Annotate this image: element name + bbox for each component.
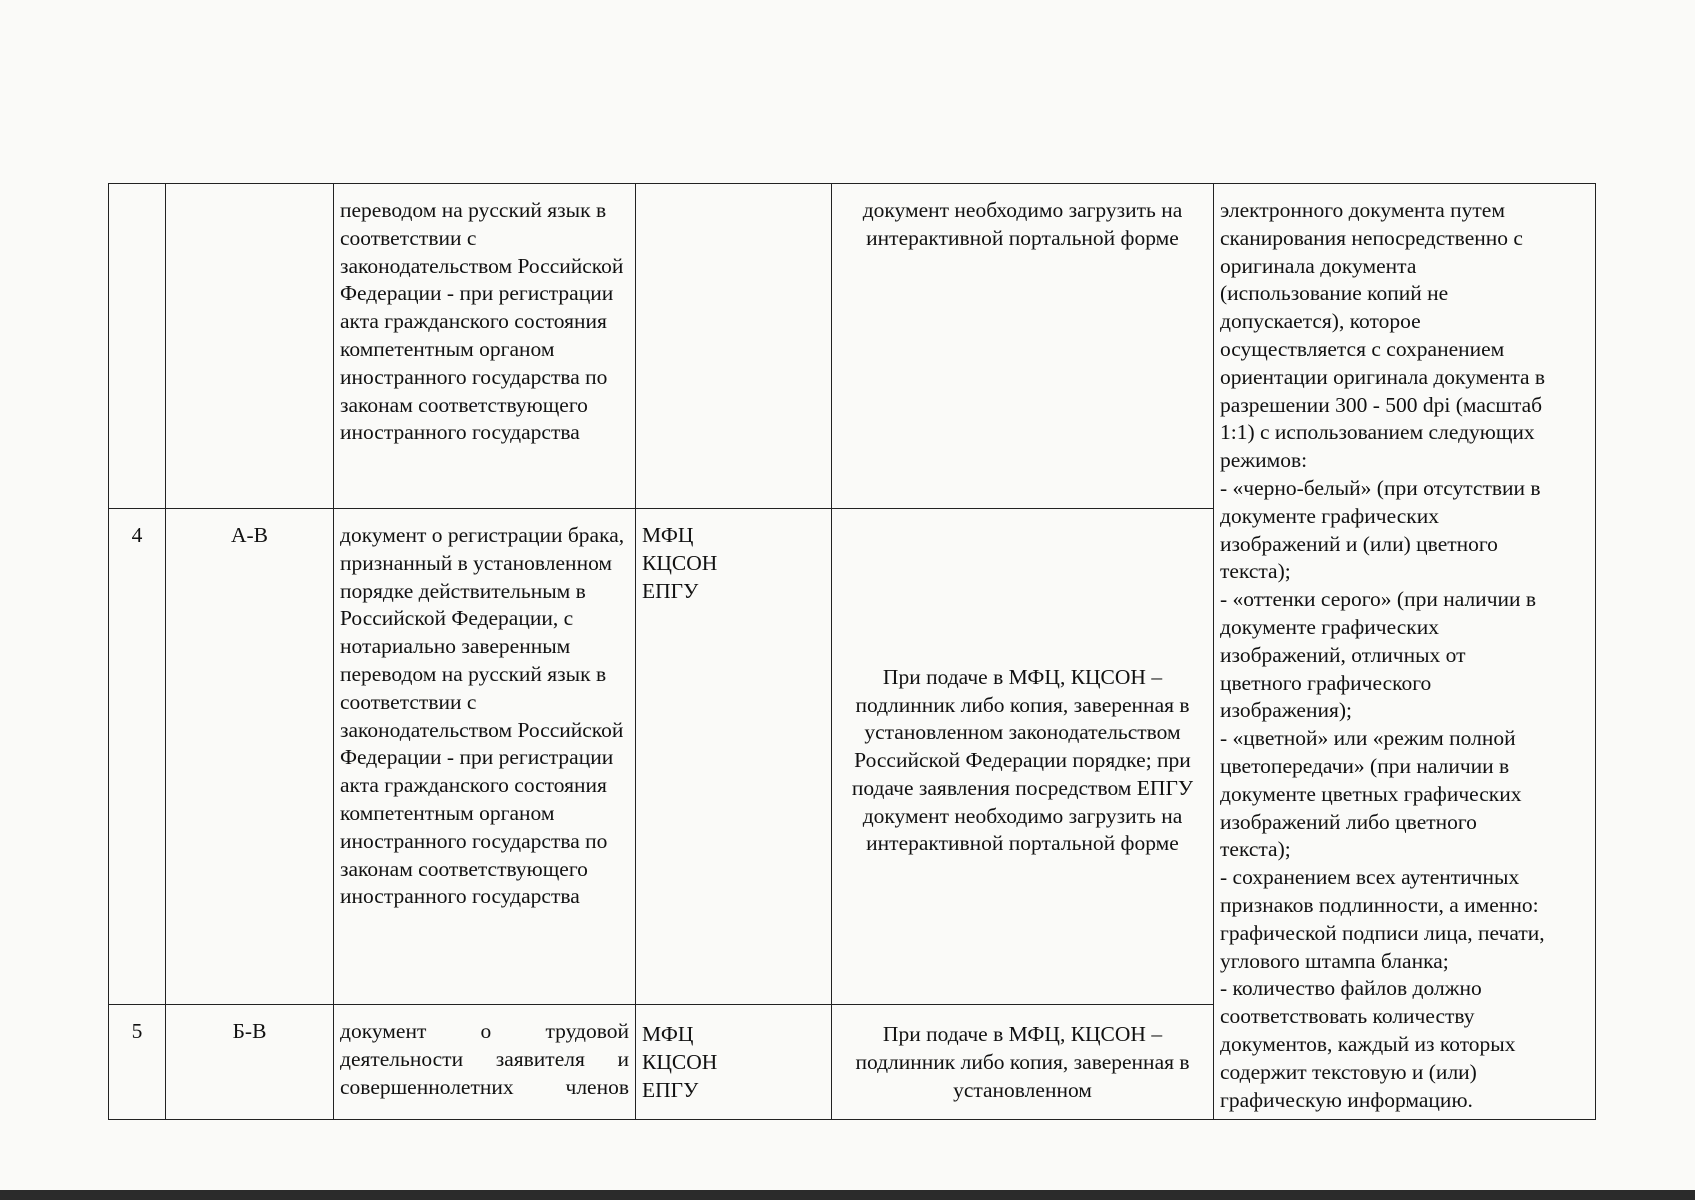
row-number-cell: 5: [109, 1005, 166, 1120]
requirements-line: оригинала документа: [1220, 253, 1417, 278]
requirements-line: электронного документа путем: [1220, 198, 1505, 222]
place-kcson: КЦСОН: [642, 1049, 718, 1074]
requirements-line: режимов:: [1220, 448, 1308, 473]
place-epgu: ЕПГУ: [642, 1077, 699, 1102]
document-table: [108, 183, 1596, 1120]
document-description-cell: документ о регистрации брака, признанный в установленном порядке действительным в Российской Федерации, с нотариально заверенным переводом на русский язык в соответствии с законодательством Российской Федерации - при регистрации акта гражданского состояния компетентным органом иностранного государства по законам соответствующего иностранного государства: [334, 509, 636, 1005]
requirements-line: текста);: [1220, 837, 1291, 862]
requirements-line: - «оттенки серого» (при наличии в: [1220, 587, 1537, 612]
submission-method-cell: документ необходимо загрузить на интерактивной портальной форме: [832, 184, 1214, 509]
requirements-line: изображения);: [1220, 698, 1353, 723]
document-description-cell: переводом на русский язык в соответствии с законодательством Российской Федерации - при регистрации акта гражданского состояния компетентным органом иностранного государства по законам соответствующего иностранного государства: [334, 184, 636, 509]
category-cell: Б-В: [166, 1005, 334, 1120]
requirements-line: документе графических: [1220, 503, 1439, 528]
requirements-line: признаков подлинности, а именно:: [1220, 892, 1539, 917]
place-mfc: МФЦ: [642, 523, 694, 547]
requirements-line: ориентации оригинала документа в: [1220, 364, 1546, 389]
description-line: совершеннолетних членов: [340, 1074, 629, 1099]
requirements-line: содержит текстовую и (или): [1220, 1059, 1477, 1084]
table-row: [109, 184, 1596, 509]
requirements-line: изображений либо цветного: [1220, 809, 1477, 834]
submission-place-cell: [636, 184, 832, 509]
scanner-edge: [0, 1190, 1695, 1200]
requirements-line: документе цветных графических: [1220, 781, 1522, 806]
requirements-line: осуществляется с сохранением: [1220, 336, 1505, 361]
requirements-line: углового штампа бланка;: [1220, 948, 1449, 973]
requirements-line: изображений и (или) цветного: [1220, 531, 1498, 556]
requirements-line: документов, каждый из которых: [1220, 1031, 1516, 1056]
requirements-line: соответствовать количеству: [1220, 1004, 1475, 1029]
requirements-line: графической подписи лица, печати,: [1220, 920, 1545, 945]
requirements-line: цветопередачи» (при наличии в: [1220, 753, 1510, 778]
category-cell: [166, 184, 334, 509]
place-epgu: ЕПГУ: [642, 578, 699, 603]
requirements-line: документе графических: [1220, 614, 1439, 639]
requirements-line: 1:1) с использованием следующих: [1220, 420, 1535, 445]
place-mfc: МФЦ: [642, 1022, 694, 1046]
document-description-cell: [334, 1005, 636, 1120]
submission-method-cell: При подаче в МФЦ, КЦСОН – подлинник либо копия, заверенная в установленном законодательством Российской Федерации порядке; при подаче заявления посредством ЕПГУ документ необходимо загрузить на интерактивной портальной форме: [832, 509, 1214, 1005]
requirements-line: - «цветной» или «режим полной: [1220, 726, 1516, 751]
requirements-line: цветного графического: [1220, 670, 1432, 695]
requirements-line: текста);: [1220, 559, 1291, 584]
submission-method-cell: При подаче в МФЦ, КЦСОН – подлинник либо копия, заверенная в установленном: [832, 1005, 1214, 1120]
requirements-line: (использование копий не: [1220, 281, 1449, 306]
description-line: документ о трудовой: [340, 1019, 629, 1043]
requirements-line: сканирования непосредственно с: [1220, 225, 1523, 250]
requirements-cell: [1214, 184, 1596, 1120]
place-kcson: КЦСОН: [642, 550, 718, 575]
requirements-line: изображений, отличных от: [1220, 642, 1466, 667]
category-cell: А-В: [166, 509, 334, 1005]
description-line: деятельности заявителя и: [340, 1046, 629, 1071]
requirements-line: допускается), которое: [1220, 309, 1421, 334]
requirements-line: - «черно-белый» (при отсутствии в: [1220, 475, 1541, 500]
requirements-line: графическую информацию.: [1220, 1087, 1473, 1112]
requirements-line: - количество файлов должно: [1220, 976, 1482, 1001]
requirements-line: - сохранением всех аутентичных: [1220, 865, 1520, 890]
submission-place-cell: [636, 1005, 832, 1120]
requirements-line: разрешении 300 - 500 dpi (масштаб: [1220, 392, 1543, 417]
row-number-cell: [109, 184, 166, 509]
submission-place-cell: [636, 509, 832, 1005]
row-number-cell: 4: [109, 509, 166, 1005]
